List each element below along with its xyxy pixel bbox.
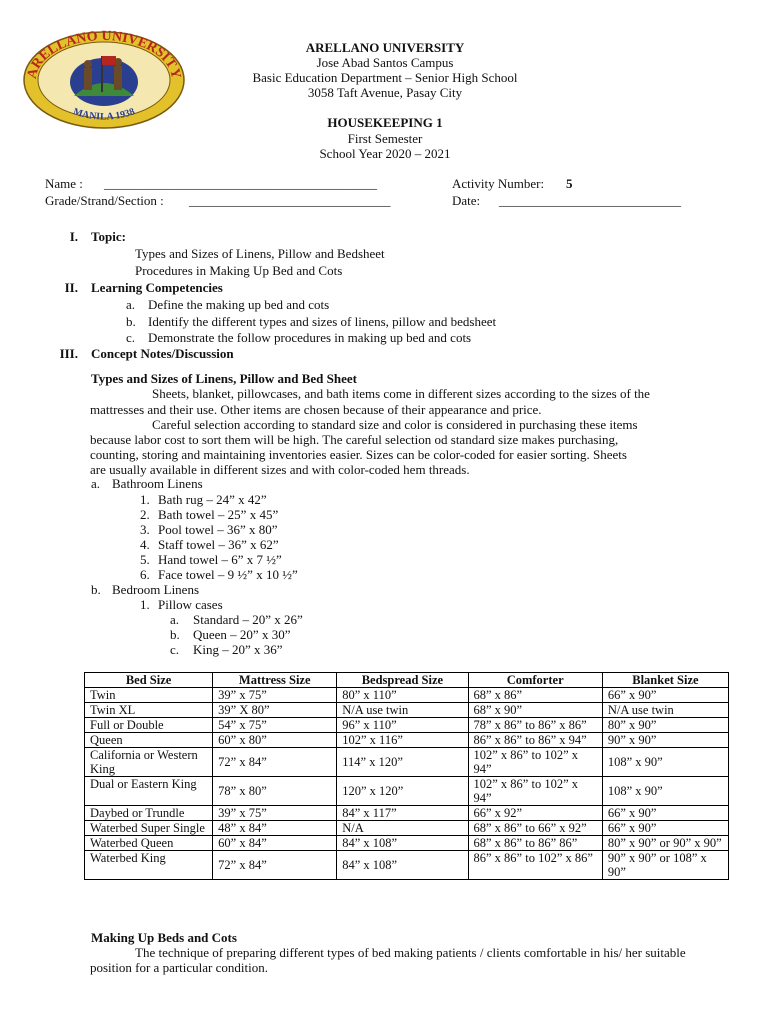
section-3-number: III. xyxy=(59,346,78,361)
table-cell: 108” x 90” xyxy=(602,777,728,806)
table-header-cell: Bed Size xyxy=(85,673,213,688)
table-row xyxy=(85,836,729,851)
grade-section-label: Grade/Strand/Section : xyxy=(45,193,164,208)
list-item: Queen – 20” x 30” xyxy=(193,627,291,642)
pillow-cases-title: Pillow cases xyxy=(158,597,223,612)
table-cell: 68” x 90” xyxy=(468,703,602,718)
table-cell: 72” x 84” xyxy=(213,851,337,880)
table-cell: 48” x 84” xyxy=(213,821,337,836)
paragraph-line: The technique of preparing different types of bed making patients / clients comfortable in his/ her suitable xyxy=(135,945,686,960)
table-header-cell: Bedspread Size xyxy=(337,673,468,688)
section-3-title: Concept Notes/Discussion xyxy=(91,346,234,361)
list-number: 5. xyxy=(140,552,150,567)
table-cell: N/A use twin xyxy=(602,703,728,718)
table-cell: Twin xyxy=(85,688,213,703)
table-cell: 80” x 110” xyxy=(337,688,468,703)
competency-item: Demonstrate the follow procedures in making up bed and cots xyxy=(148,330,472,345)
table-cell: 68” x 86” xyxy=(468,688,602,703)
semester: First Semester xyxy=(347,131,423,146)
list-number: 3. xyxy=(140,522,150,537)
paragraph-line: Careful selection according to standard size and color is considered in purchasing these items xyxy=(152,417,638,432)
table-row xyxy=(85,718,729,733)
list-item: King – 20” x 36” xyxy=(193,642,283,657)
topic-item: Types and Sizes of Linens, Pillow and Bedsheet xyxy=(135,246,385,261)
date-field[interactable]: ____________________________ xyxy=(499,193,681,208)
table-cell: Waterbed Queen xyxy=(85,836,213,851)
table-cell: 68” x 86” to 86” 86” xyxy=(468,836,602,851)
competency-letter: c. xyxy=(126,330,136,345)
table-row xyxy=(85,733,729,748)
table-cell: N/A xyxy=(337,821,468,836)
table-cell: 84” x 117” xyxy=(337,806,468,821)
paragraph-line: Sheets, blanket, pillowcases, and bath items come in different sizes according to the sizes of the xyxy=(152,386,650,401)
competency-letter: b. xyxy=(126,314,136,329)
list-number: 6. xyxy=(140,567,150,582)
campus-address: 3058 Taft Avenue, Pasay City xyxy=(307,85,463,100)
section-1-number: I. xyxy=(69,229,78,244)
table-cell: 78” x 86” to 86” x 86” xyxy=(468,718,602,733)
table-cell: 90” x 90” xyxy=(602,733,728,748)
table-cell: Waterbed King xyxy=(85,851,213,880)
list-item: Standard – 20” x 26” xyxy=(193,612,303,627)
list-letter: c. xyxy=(170,642,180,657)
list-number: 4. xyxy=(140,537,150,552)
table-cell: 66” x 90” xyxy=(602,688,728,703)
table-cell: 60” x 84” xyxy=(213,836,337,851)
table-cell: 108” x 90” xyxy=(602,748,728,777)
making-up-heading: Making Up Beds and Cots xyxy=(91,930,237,945)
table-cell: Full or Double xyxy=(85,718,213,733)
bathroom-linens-title: Bathroom Linens xyxy=(112,476,203,491)
competency-letter: a. xyxy=(126,297,136,312)
section-2-number: II. xyxy=(64,280,78,295)
table-cell: 90” x 90” or 108” x 90” xyxy=(602,851,728,880)
svg-text:MANILA 1938: MANILA 1938 xyxy=(71,106,137,123)
table-row xyxy=(85,806,729,821)
table-cell: 78” x 80” xyxy=(213,777,337,806)
section-2-title: Learning Competencies xyxy=(91,280,223,295)
list-letter: a. xyxy=(91,476,101,491)
table-header-cell: Blanket Size xyxy=(602,673,728,688)
competency-item: Identify the different types and sizes of linens, pillow and bedsheet xyxy=(148,314,497,329)
table-row xyxy=(85,851,729,880)
table-header-row xyxy=(85,673,729,688)
table-row xyxy=(85,821,729,836)
paragraph-line: counting, storing and maintaining inventories easier. Sizes can be color-coded for easier sorting. Sheets xyxy=(90,447,627,462)
table-cell: 102” x 116” xyxy=(337,733,468,748)
table-cell: 84” x 108” xyxy=(337,851,468,880)
paragraph-line: because labor cost to sort them will be high. The careful selection od standard size makes purchasing, xyxy=(90,432,619,447)
section-1-title: Topic: xyxy=(91,229,126,244)
list-item: Hand towel – 6” x 7 ½” xyxy=(158,552,282,567)
table-header-cell: Comforter xyxy=(468,673,602,688)
activity-number-value: 5 xyxy=(566,176,573,191)
grade-section-field[interactable]: _______________________________ xyxy=(189,193,391,208)
table-cell: N/A use twin xyxy=(337,703,468,718)
campus-name: Jose Abad Santos Campus xyxy=(316,55,454,70)
table-row xyxy=(85,688,729,703)
university-seal-logo xyxy=(22,30,186,130)
table-cell: 102” x 86” to 102” x 94” xyxy=(468,777,602,806)
table-cell: 86” x 86” to 86” x 94” xyxy=(468,733,602,748)
table-cell: 39” x 75” xyxy=(213,688,337,703)
table-cell: 66” x 90” xyxy=(602,821,728,836)
list-item: Face towel – 9 ½” x 10 ½” xyxy=(158,567,298,582)
discussion-heading: Types and Sizes of Linens, Pillow and Bed Sheet xyxy=(91,371,357,386)
table-cell: 60” x 80” xyxy=(213,733,337,748)
svg-text:ARELLANO UNIVERSITY: ARELLANO UNIVERSITY xyxy=(24,30,184,81)
competency-item: Define the making up bed and cots xyxy=(148,297,330,312)
table-cell: 114” x 120” xyxy=(337,748,468,777)
table-cell: 66” x 90” xyxy=(602,806,728,821)
table-row xyxy=(85,748,729,777)
list-letter: a. xyxy=(170,612,180,627)
table-cell: 54” x 75” xyxy=(213,718,337,733)
table-cell: 39” x 75” xyxy=(213,806,337,821)
table-cell: 39” X 80” xyxy=(213,703,337,718)
table-cell: 68” x 86” to 66” x 92” xyxy=(468,821,602,836)
table-cell: 86” x 86” to 102” x 86” xyxy=(468,851,602,880)
list-letter: b. xyxy=(170,627,180,642)
list-number: 1. xyxy=(140,597,150,612)
list-item: Pool towel – 36” x 80” xyxy=(158,522,278,537)
bedroom-linens-title: Bedroom Linens xyxy=(112,582,200,597)
table-cell: 96” x 110” xyxy=(337,718,468,733)
table-cell: 80” x 90” xyxy=(602,718,728,733)
table-cell: 84” x 108” xyxy=(337,836,468,851)
bed-size-table xyxy=(84,672,729,880)
name-field[interactable]: __________________________________________ xyxy=(104,176,377,191)
table-cell: Daybed or Trundle xyxy=(85,806,213,821)
list-item: Bath rug – 24” x 42” xyxy=(158,492,267,507)
university-name: ARELLANO UNIVERSITY xyxy=(305,40,465,55)
list-item: Bath towel – 25” x 45” xyxy=(158,507,279,522)
table-header-cell: Mattress Size xyxy=(213,673,337,688)
table-cell: 120” x 120” xyxy=(337,777,468,806)
subject-title: HOUSEKEEPING 1 xyxy=(327,115,443,130)
school-year: School Year 2020 – 2021 xyxy=(319,146,451,161)
name-label: Name : xyxy=(45,176,83,191)
topic-item: Procedures in Making Up Bed and Cots xyxy=(135,263,343,278)
table-cell: Twin XL xyxy=(85,703,213,718)
table-cell: Dual or Eastern King xyxy=(85,777,213,806)
table-cell: Queen xyxy=(85,733,213,748)
table-cell: California or Western King xyxy=(85,748,213,777)
list-letter: b. xyxy=(91,582,101,597)
paragraph-line: position for a particular condition. xyxy=(90,960,268,975)
list-number: 1. xyxy=(140,492,150,507)
list-item: Staff towel – 36” x 62” xyxy=(158,537,279,552)
paragraph-line: are usually available in different sizes and with color-coded hem threads. xyxy=(90,462,470,477)
date-label: Date: xyxy=(452,193,481,208)
table-row xyxy=(85,703,729,718)
department-name: Basic Education Department – Senior High School xyxy=(252,70,518,85)
table-row xyxy=(85,777,729,806)
activity-number-label: Activity Number: xyxy=(452,176,545,191)
list-number: 2. xyxy=(140,507,150,522)
paragraph-line: mattresses and their use. Other items are chosen because of their appearance and price. xyxy=(90,402,542,417)
table-cell: 80” x 90” or 90” x 90” xyxy=(602,836,728,851)
table-cell: Waterbed Super Single xyxy=(85,821,213,836)
table-cell: 72” x 84” xyxy=(213,748,337,777)
table-cell: 66” x 92” xyxy=(468,806,602,821)
table-cell: 102” x 86” to 102” x 94” xyxy=(468,748,602,777)
